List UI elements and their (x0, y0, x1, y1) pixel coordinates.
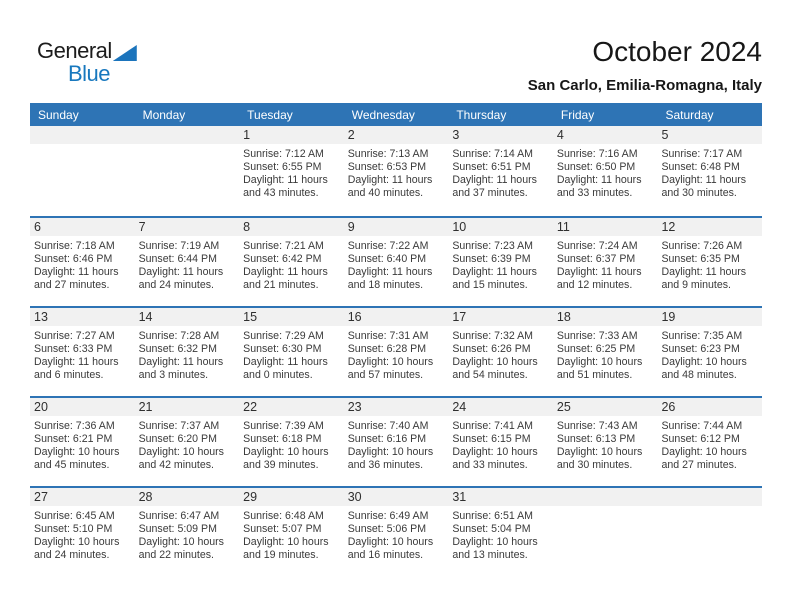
calendar-day-cell (30, 398, 135, 486)
day-number: 14 (138, 310, 153, 324)
detail-line-sunset: Sunset: 5:10 PM (34, 523, 113, 535)
detail-line-daylight2: and 27 minutes. (34, 279, 110, 291)
detail-line-daylight1: Daylight: 11 hours (34, 356, 119, 368)
detail-line-daylight1: Daylight: 10 hours (452, 356, 538, 368)
detail-line-daylight2: and 19 minutes. (243, 549, 319, 561)
detail-line-daylight2: and 48 minutes. (661, 369, 737, 381)
day-number: 25 (556, 400, 571, 414)
calendar-day-cell (553, 308, 658, 396)
week-row (30, 216, 762, 306)
detail-line-sunset: Sunset: 6:20 PM (138, 433, 217, 445)
detail-line-daylight2: and 0 minutes. (243, 369, 313, 381)
day-number: 20 (34, 400, 48, 414)
weekday-header-thursday: Thursday (456, 107, 507, 122)
detail-line-daylight1: Daylight: 11 hours (452, 174, 537, 186)
detail-line-daylight1: Daylight: 11 hours (347, 266, 433, 278)
day-number-band (30, 218, 135, 236)
day-details (239, 144, 344, 200)
weekday-header-row (30, 103, 762, 126)
detail-line-sunrise: Sunrise: 7:41 AM (452, 420, 533, 432)
calendar-empty-cell (30, 126, 135, 216)
week-row (30, 396, 762, 486)
detail-line-daylight1: Daylight: 10 hours (661, 356, 747, 368)
day-number: 13 (34, 310, 48, 324)
detail-line-sunrise: Sunrise: 7:44 AM (661, 420, 743, 432)
detail-line-daylight1: Daylight: 11 hours (452, 266, 537, 278)
day-number: 26 (661, 400, 676, 414)
detail-line-daylight2: and 33 minutes. (556, 187, 633, 199)
day-details (553, 236, 658, 292)
detail-line-sunrise: Sunrise: 6:45 AM (34, 510, 115, 522)
day-details (135, 236, 240, 292)
logo-text-general: General (37, 38, 112, 63)
calendar-day-cell (344, 398, 449, 486)
detail-line-daylight1: Daylight: 11 hours (243, 266, 328, 278)
detail-line-sunset: Sunset: 6:50 PM (556, 161, 636, 173)
detail-line-daylight2: and 54 minutes. (452, 369, 528, 381)
detail-line-sunset: Sunset: 6:42 PM (243, 253, 322, 265)
detail-line-daylight1: Daylight: 10 hours (661, 446, 747, 458)
detail-line-daylight2: and 37 minutes. (452, 187, 528, 199)
detail-line-daylight2: and 24 minutes. (34, 549, 110, 561)
detail-line-sunset: Sunset: 6:13 PM (556, 433, 636, 445)
day-number-band (657, 398, 762, 416)
detail-line-sunset: Sunset: 6:21 PM (34, 433, 113, 445)
calendar-day-cell (344, 488, 449, 576)
detail-line-daylight2: and 40 minutes. (347, 187, 424, 199)
day-number: 30 (347, 490, 362, 504)
detail-line-sunset: Sunset: 6:44 PM (138, 253, 217, 265)
day-number-band (135, 488, 240, 506)
detail-line-daylight1: Daylight: 11 hours (34, 266, 119, 278)
day-details (553, 416, 658, 472)
detail-line-sunset: Sunset: 6:40 PM (347, 253, 427, 265)
detail-line-daylight2: and 15 minutes. (452, 279, 528, 291)
detail-line-daylight1: Daylight: 10 hours (243, 446, 329, 458)
detail-line-sunset: Sunset: 6:25 PM (556, 343, 636, 355)
day-number-band (239, 126, 344, 144)
day-details (30, 236, 135, 292)
day-number: 24 (452, 400, 467, 414)
detail-line-sunrise: Sunrise: 7:26 AM (661, 240, 743, 252)
day-number-band (239, 218, 344, 236)
day-number-band (344, 488, 449, 506)
calendar-day-cell (657, 126, 762, 216)
day-number-band (30, 308, 135, 326)
header-titles (528, 36, 762, 94)
detail-line-sunrise: Sunrise: 7:33 AM (556, 330, 638, 342)
detail-line-daylight1: Daylight: 10 hours (556, 356, 643, 368)
day-number: 18 (556, 310, 571, 324)
calendar-day-cell (553, 126, 658, 216)
calendar-day-cell (344, 218, 449, 306)
calendar-day-cell (135, 218, 240, 306)
detail-line-sunset: Sunset: 6:16 PM (347, 433, 427, 445)
detail-line-daylight1: Daylight: 10 hours (452, 446, 538, 458)
calendar-empty-cell (553, 488, 658, 576)
week-row (30, 306, 762, 396)
detail-line-daylight1: Daylight: 10 hours (34, 446, 120, 458)
calendar-empty-cell (657, 488, 762, 576)
detail-line-daylight1: Daylight: 10 hours (347, 536, 434, 548)
detail-line-daylight2: and 3 minutes. (138, 369, 209, 381)
detail-line-sunrise: Sunrise: 7:19 AM (138, 240, 220, 252)
day-number-band (30, 126, 135, 144)
day-number-band (239, 398, 344, 416)
detail-line-daylight1: Daylight: 10 hours (347, 356, 434, 368)
detail-line-daylight1: Daylight: 11 hours (243, 174, 328, 186)
detail-line-daylight2: and 51 minutes. (556, 369, 633, 381)
day-number: 23 (347, 400, 362, 414)
calendar-day-cell (30, 218, 135, 306)
detail-line-daylight1: Daylight: 11 hours (556, 266, 642, 278)
detail-line-sunrise: Sunrise: 7:17 AM (661, 148, 743, 160)
detail-line-daylight2: and 57 minutes. (347, 369, 424, 381)
calendar-empty-cell (135, 126, 240, 216)
calendar-day-cell (239, 308, 344, 396)
day-number-band (448, 308, 553, 326)
detail-line-daylight2: and 13 minutes. (452, 549, 528, 561)
day-number-band (344, 126, 449, 144)
detail-line-sunset: Sunset: 6:53 PM (347, 161, 427, 173)
detail-line-sunrise: Sunrise: 7:28 AM (138, 330, 220, 342)
day-number-band (239, 488, 344, 506)
calendar-day-cell (657, 398, 762, 486)
detail-line-daylight2: and 43 minutes. (243, 187, 319, 199)
day-number: 6 (34, 220, 41, 234)
day-number: 12 (661, 220, 676, 234)
day-details (30, 326, 135, 382)
detail-line-sunrise: Sunrise: 7:23 AM (452, 240, 533, 252)
calendar-day-cell (448, 126, 553, 216)
calendar-day-cell (553, 218, 658, 306)
day-number: 8 (243, 220, 251, 234)
detail-line-daylight1: Daylight: 11 hours (243, 356, 328, 368)
day-number: 5 (661, 128, 669, 142)
calendar-day-cell (239, 126, 344, 216)
day-details (448, 144, 553, 200)
day-number-band (448, 126, 553, 144)
calendar-day-cell (448, 398, 553, 486)
day-number: 27 (34, 490, 48, 504)
detail-line-sunset: Sunset: 5:09 PM (138, 523, 217, 535)
day-number-band (553, 126, 658, 144)
day-number: 3 (452, 128, 460, 142)
day-number: 31 (452, 490, 467, 504)
detail-line-sunset: Sunset: 5:06 PM (347, 523, 427, 535)
day-number: 10 (452, 220, 467, 234)
day-details (448, 326, 553, 382)
day-details (239, 236, 344, 292)
calendar-day-cell (344, 126, 449, 216)
day-details (448, 506, 553, 562)
weekday-header-saturday: Saturday (665, 107, 714, 122)
day-number-band (657, 218, 762, 236)
calendar-day-cell (657, 218, 762, 306)
day-details (657, 326, 762, 382)
day-details (239, 326, 344, 382)
day-number: 19 (661, 310, 676, 324)
calendar-day-cell (344, 308, 449, 396)
detail-line-sunrise: Sunrise: 6:47 AM (138, 510, 220, 522)
detail-line-daylight1: Daylight: 11 hours (138, 356, 224, 368)
detail-line-daylight1: Daylight: 10 hours (452, 536, 538, 548)
calendar-day-cell (135, 488, 240, 576)
detail-line-sunset: Sunset: 6:32 PM (138, 343, 217, 355)
detail-line-daylight1: Daylight: 11 hours (347, 174, 433, 186)
detail-line-daylight2: and 39 minutes. (243, 459, 319, 471)
detail-line-daylight1: Daylight: 10 hours (138, 536, 224, 548)
detail-line-sunrise: Sunrise: 7:36 AM (34, 420, 115, 432)
day-number: 17 (452, 310, 467, 324)
detail-line-sunrise: Sunrise: 6:49 AM (347, 510, 429, 522)
detail-line-sunrise: Sunrise: 7:22 AM (347, 240, 429, 252)
detail-line-sunset: Sunset: 6:46 PM (34, 253, 113, 265)
day-details (135, 326, 240, 382)
detail-line-sunrise: Sunrise: 7:40 AM (347, 420, 429, 432)
detail-line-sunrise: Sunrise: 7:24 AM (556, 240, 638, 252)
day-number-band (135, 398, 240, 416)
detail-line-sunrise: Sunrise: 7:13 AM (347, 148, 429, 160)
detail-line-sunrise: Sunrise: 7:18 AM (34, 240, 115, 252)
calendar-day-cell (448, 488, 553, 576)
detail-line-daylight2: and 27 minutes. (661, 459, 737, 471)
day-details (344, 236, 449, 292)
detail-line-sunset: Sunset: 6:18 PM (243, 433, 322, 445)
weekday-header-wednesday: Wednesday (351, 107, 415, 122)
day-number: 16 (347, 310, 362, 324)
day-number-band (30, 398, 135, 416)
detail-line-daylight2: and 16 minutes. (347, 549, 424, 561)
detail-line-sunrise: Sunrise: 7:37 AM (138, 420, 220, 432)
weekday-header-friday: Friday (560, 107, 595, 122)
detail-line-daylight2: and 30 minutes. (661, 187, 737, 199)
calendar-day-cell (30, 488, 135, 576)
week-row (30, 486, 762, 576)
detail-line-daylight2: and 18 minutes. (347, 279, 424, 291)
general-blue-logo (37, 40, 137, 85)
day-number: 9 (347, 220, 355, 234)
calendar-day-cell (135, 308, 240, 396)
day-details (30, 506, 135, 562)
detail-line-daylight1: Daylight: 11 hours (661, 174, 747, 186)
day-details (239, 506, 344, 562)
detail-line-daylight2: and 9 minutes. (661, 279, 731, 291)
day-number-band (553, 398, 658, 416)
day-number-band (657, 126, 762, 144)
day-details (135, 416, 240, 472)
detail-line-sunset: Sunset: 5:07 PM (243, 523, 322, 535)
day-details (448, 236, 553, 292)
day-number: 7 (138, 220, 146, 234)
day-details (448, 416, 553, 472)
day-details (344, 326, 449, 382)
day-number-band (135, 308, 240, 326)
day-number-band (553, 488, 658, 506)
day-number-band (344, 218, 449, 236)
detail-line-sunset: Sunset: 6:33 PM (34, 343, 113, 355)
detail-line-daylight2: and 24 minutes. (138, 279, 214, 291)
detail-line-daylight1: Daylight: 11 hours (556, 174, 642, 186)
calendar-day-cell (448, 218, 553, 306)
day-number-band (135, 126, 240, 144)
day-details (553, 144, 658, 200)
detail-line-daylight1: Daylight: 11 hours (138, 266, 224, 278)
week-row (30, 126, 762, 216)
detail-line-sunset: Sunset: 6:48 PM (661, 161, 740, 173)
detail-line-sunset: Sunset: 6:35 PM (661, 253, 740, 265)
day-details (657, 416, 762, 472)
day-details (135, 506, 240, 562)
detail-line-sunrise: Sunrise: 6:48 AM (243, 510, 324, 522)
calendar-day-cell (30, 308, 135, 396)
detail-line-sunset: Sunset: 6:28 PM (347, 343, 427, 355)
day-details (344, 144, 449, 200)
detail-line-daylight1: Daylight: 10 hours (556, 446, 643, 458)
calendar-day-cell (239, 218, 344, 306)
detail-line-sunset: Sunset: 6:51 PM (452, 161, 531, 173)
detail-line-sunrise: Sunrise: 7:31 AM (347, 330, 429, 342)
detail-line-daylight2: and 45 minutes. (34, 459, 110, 471)
calendar-day-cell (239, 488, 344, 576)
detail-line-sunrise: Sunrise: 7:35 AM (661, 330, 743, 342)
weekday-header-tuesday: Tuesday (247, 107, 293, 122)
calendar-day-cell (657, 308, 762, 396)
detail-line-daylight1: Daylight: 10 hours (243, 536, 329, 548)
calendar-day-cell (553, 398, 658, 486)
weekday-header-sunday: Sunday (38, 107, 79, 122)
day-number-band (657, 308, 762, 326)
logo-triangle-icon (113, 45, 137, 61)
calendar-day-cell (135, 398, 240, 486)
day-number-band (448, 488, 553, 506)
detail-line-daylight2: and 36 minutes. (347, 459, 424, 471)
detail-line-sunset: Sunset: 6:23 PM (661, 343, 740, 355)
logo-text-blue: Blue (68, 61, 111, 86)
detail-line-sunset: Sunset: 6:39 PM (452, 253, 531, 265)
page-subtitle: San Carlo, Emilia-Romagna, Italy (527, 77, 762, 94)
page-title: October 2024 (592, 36, 762, 67)
calendar-body (30, 126, 762, 576)
calendar-table (30, 103, 762, 576)
day-number-band (448, 398, 553, 416)
day-details (657, 144, 762, 200)
detail-line-sunset: Sunset: 6:55 PM (243, 161, 322, 173)
detail-line-daylight1: Daylight: 10 hours (34, 536, 120, 548)
day-number: 29 (243, 490, 258, 504)
day-number: 22 (243, 400, 258, 414)
day-number-band (553, 308, 658, 326)
detail-line-daylight2: and 42 minutes. (138, 459, 214, 471)
detail-line-sunrise: Sunrise: 7:16 AM (556, 148, 638, 160)
detail-line-sunset: Sunset: 6:12 PM (661, 433, 740, 445)
detail-line-sunrise: Sunrise: 7:29 AM (243, 330, 324, 342)
detail-line-sunset: Sunset: 6:30 PM (243, 343, 322, 355)
day-number-band (344, 308, 449, 326)
detail-line-daylight2: and 6 minutes. (34, 369, 104, 381)
day-number-band (657, 488, 762, 506)
day-details (344, 416, 449, 472)
day-number-band (344, 398, 449, 416)
detail-line-sunset: Sunset: 6:26 PM (452, 343, 531, 355)
calendar-day-cell (448, 308, 553, 396)
detail-line-daylight2: and 33 minutes. (452, 459, 528, 471)
day-details (30, 416, 135, 472)
day-number-band (30, 488, 135, 506)
day-number: 4 (556, 128, 564, 142)
day-number-band (239, 308, 344, 326)
detail-line-daylight2: and 12 minutes. (556, 279, 633, 291)
detail-line-daylight2: and 22 minutes. (138, 549, 214, 561)
day-details (657, 236, 762, 292)
detail-line-sunrise: Sunrise: 6:51 AM (452, 510, 533, 522)
detail-line-sunset: Sunset: 6:37 PM (556, 253, 636, 265)
detail-line-daylight1: Daylight: 11 hours (661, 266, 747, 278)
day-number: 28 (138, 490, 153, 504)
day-number-band (448, 218, 553, 236)
detail-line-sunrise: Sunrise: 7:43 AM (556, 420, 638, 432)
detail-line-sunrise: Sunrise: 7:21 AM (243, 240, 324, 252)
detail-line-sunrise: Sunrise: 7:27 AM (34, 330, 115, 342)
day-details (239, 416, 344, 472)
day-details (344, 506, 449, 562)
detail-line-sunrise: Sunrise: 7:39 AM (243, 420, 324, 432)
day-number: 15 (243, 310, 258, 324)
day-number: 1 (243, 128, 251, 142)
detail-line-daylight2: and 21 minutes. (243, 279, 319, 291)
detail-line-sunrise: Sunrise: 7:14 AM (452, 148, 533, 160)
detail-line-daylight1: Daylight: 10 hours (138, 446, 224, 458)
weekday-header-monday: Monday (142, 107, 186, 122)
day-number: 21 (138, 400, 153, 414)
detail-line-daylight2: and 30 minutes. (556, 459, 633, 471)
day-number: 11 (556, 220, 570, 234)
day-number-band (553, 218, 658, 236)
detail-line-sunrise: Sunrise: 7:12 AM (243, 148, 324, 160)
day-number: 2 (347, 128, 355, 142)
detail-line-daylight1: Daylight: 10 hours (347, 446, 434, 458)
detail-line-sunset: Sunset: 5:04 PM (452, 523, 531, 535)
day-number-band (135, 218, 240, 236)
day-details (553, 326, 658, 382)
detail-line-sunrise: Sunrise: 7:32 AM (452, 330, 533, 342)
calendar-day-cell (239, 398, 344, 486)
detail-line-sunset: Sunset: 6:15 PM (452, 433, 531, 445)
